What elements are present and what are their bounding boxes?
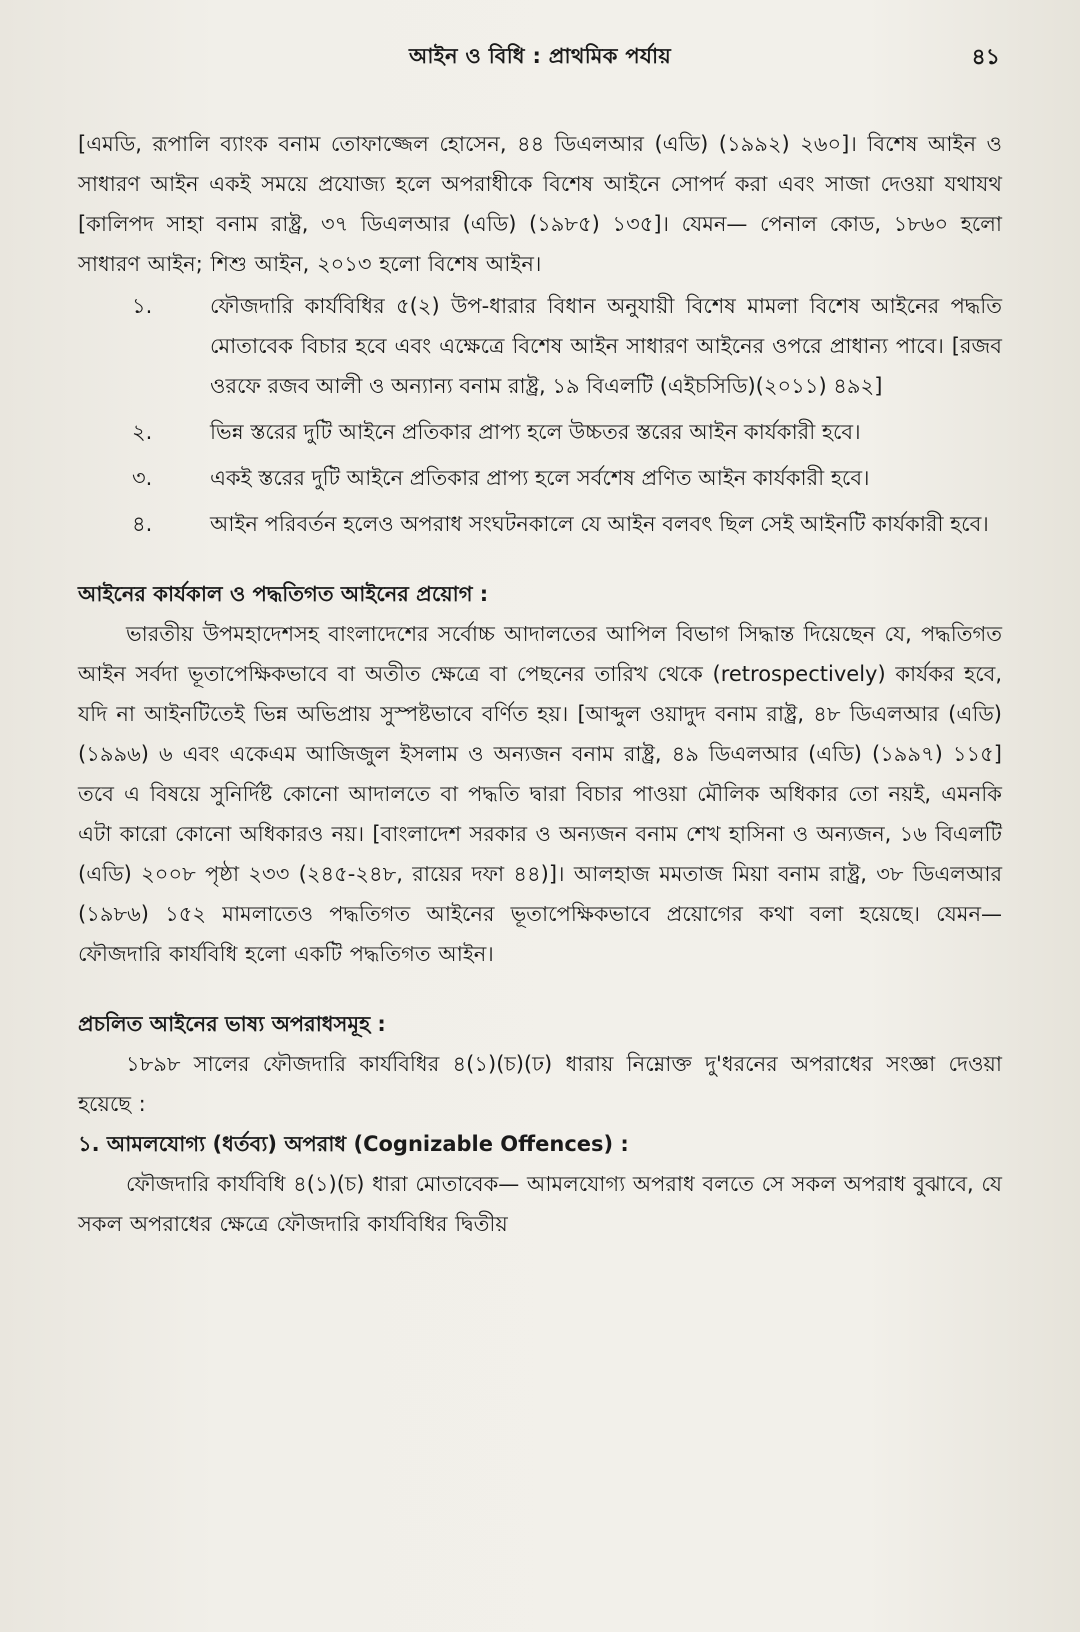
- list-item-number: ৪.: [132, 512, 153, 536]
- list-item: [78, 412, 1002, 452]
- subsection-heading: ১. আমলযোগ্য (ধর্তব্য) অপরাধ (Cognizable Offences) :: [78, 1132, 629, 1156]
- list-item-number: ৩.: [132, 466, 153, 490]
- list-item: [78, 504, 1002, 544]
- running-header-title: আইন ও বিধি : প্রাথমিক পর্যায়: [408, 44, 672, 68]
- list-item-text: ফৌজদারি কার্যবিধির ৫(২) উপ-ধারার বিধান অনুযায়ী বিশেষ মামলা বিশেষ আইনের পদ্ধতি মোতাবেক বিচার হবে এবং এক্ষেত্রে বিশেষ আইন সাধারণ আইনের ওপরে প্রাধান্য পাবে। [রজব ওরফে রজব আলী ও অন্যান্য বনাম রাষ্ট্র, ১৯ বিএলটি (এইচসিডি)(২০১১) ৪৯২]: [210, 294, 1002, 398]
- page-number: ৪১: [971, 45, 1000, 70]
- list-item-text: আইন পরিবর্তন হলেও অপরাধ সংঘটনকালে যে আইন বলবৎ ছিল সেই আইনটি কার্যকারী হবে।: [210, 512, 989, 536]
- list-item-number: ১.: [132, 294, 153, 318]
- list-item-text: একই স্তরের দুটি আইনে প্রতিকার প্রাপ্য হলে সর্বশেষ প্রণিত আইন কার্যকারী হবে।: [210, 466, 870, 490]
- list-item-text: ভিন্ন স্তরের দুটি আইনে প্রতিকার প্রাপ্য হলে উচ্চতর স্তরের আইন কার্যকারী হবে।: [210, 420, 861, 444]
- list-item-number: ২.: [132, 420, 153, 444]
- section-body: ১৮৯৮ সালের ফৌজদারি কার্যবিধির ৪(১)(চ)(ঢ) ধারায় নিম্নোক্ত দু'ধরনের অপরাধের সংজ্ঞা দেওয়া হয়েছে :: [78, 1052, 1002, 1116]
- body-paragraph: [এমডি, রূপালি ব্যাংক বনাম তোফাজ্জেল হোসেন, ৪৪ ডিএলআর (এডি) (১৯৯২) ২৬০]। বিশেষ আইন ও সাধারণ আইন একই সময়ে প্রযোজ্য হলে অপরাধীকে বিশেষ আইনে সোপর্দ করা এবং সাজা দেওয়া যথাযথ [কালিপদ সাহা বনাম রাষ্ট্র, ৩৭ ডিএলআর (এডি) (১৯৮৫) ১৩৫]। যেমন— পেনাল কোড, ১৮৬০ হলো সাধারণ আইন; শিশু আইন, ২০১৩ হলো বিশেষ আইন।: [78, 132, 1002, 276]
- numbered-list: [78, 286, 1002, 544]
- list-item: [78, 286, 1002, 406]
- section-body: ভারতীয় উপমহাদেশসহ বাংলাদেশের সর্বোচ্চ আদালতের আপিল বিভাগ সিদ্ধান্ত দিয়েছেন যে, পদ্ধতিগত আইন সর্বদা ভূতাপেক্ষিকভাবে বা অতীত ক্ষেত্রে বা পেছনের তারিখ থেকে (retrospectively) কার্যকর হবে, যদি না আইনটিতেই ভিন্ন অভিপ্রায় সুস্পষ্টভাবে বর্ণিত হয়। [আব্দুল ওয়াদুদ বনাম রাষ্ট্র, ৪৮ ডিএলআর (এডি) (১৯৯৬) ৬ এবং একেএম আজিজুল ইসলাম ও অন্যজন বনাম রাষ্ট্র, ৪৯ ডিএলআর (এডি) (১৯৯৭) ১১৫] তবে এ বিষয়ে সুনির্দিষ্ট কোনো আদালতে বা পদ্ধতি দ্বারা বিচার পাওয়া মৌলিক অধিকার তো নয়ই, এমনকি এটা কারো কোনো অধিকারও নয়। [বাংলাদেশ সরকার ও অন্যজন বনাম শেখ হাসিনা ও অন্যজন, ১৬ বিএলটি (এডি) ২০০৮ পৃষ্ঠা ২৩৩ (২৪৫-২৪৮, রায়ের দফা ৪৪)]। আলহাজ মমতাজ মিয়া বনাম রাষ্ট্র, ৩৮ ডিএলআর (১৯৮৬) ১৫২ মামলাতেও পদ্ধতিগত আইনের ভূতাপেক্ষিকভাবে প্রয়োগের কথা বলা হয়েছে। যেমন— ফৌজদারি কার্যবিধি হলো একটি পদ্ধতিগত আইন।: [78, 622, 1002, 966]
- subsection-body: ফৌজদারি কার্যবিধি ৪(১)(চ) ধারা মোতাবেক— আমলযোগ্য অপরাধ বলতে সে সকল অপরাধ বুঝাবে, যে সকল অপরাধের ক্ষেত্রে ফৌজদারি কার্যবিধির দ্বিতীয়: [78, 1172, 1002, 1236]
- list-item: [78, 458, 1002, 498]
- section-heading: প্রচলিত আইনের ভাষ্য অপরাধসমূহ :: [78, 1012, 386, 1036]
- running-header: [78, 40, 1002, 80]
- section-heading: আইনের কার্যকাল ও পদ্ধতিগত আইনের প্রয়োগ :: [78, 582, 489, 606]
